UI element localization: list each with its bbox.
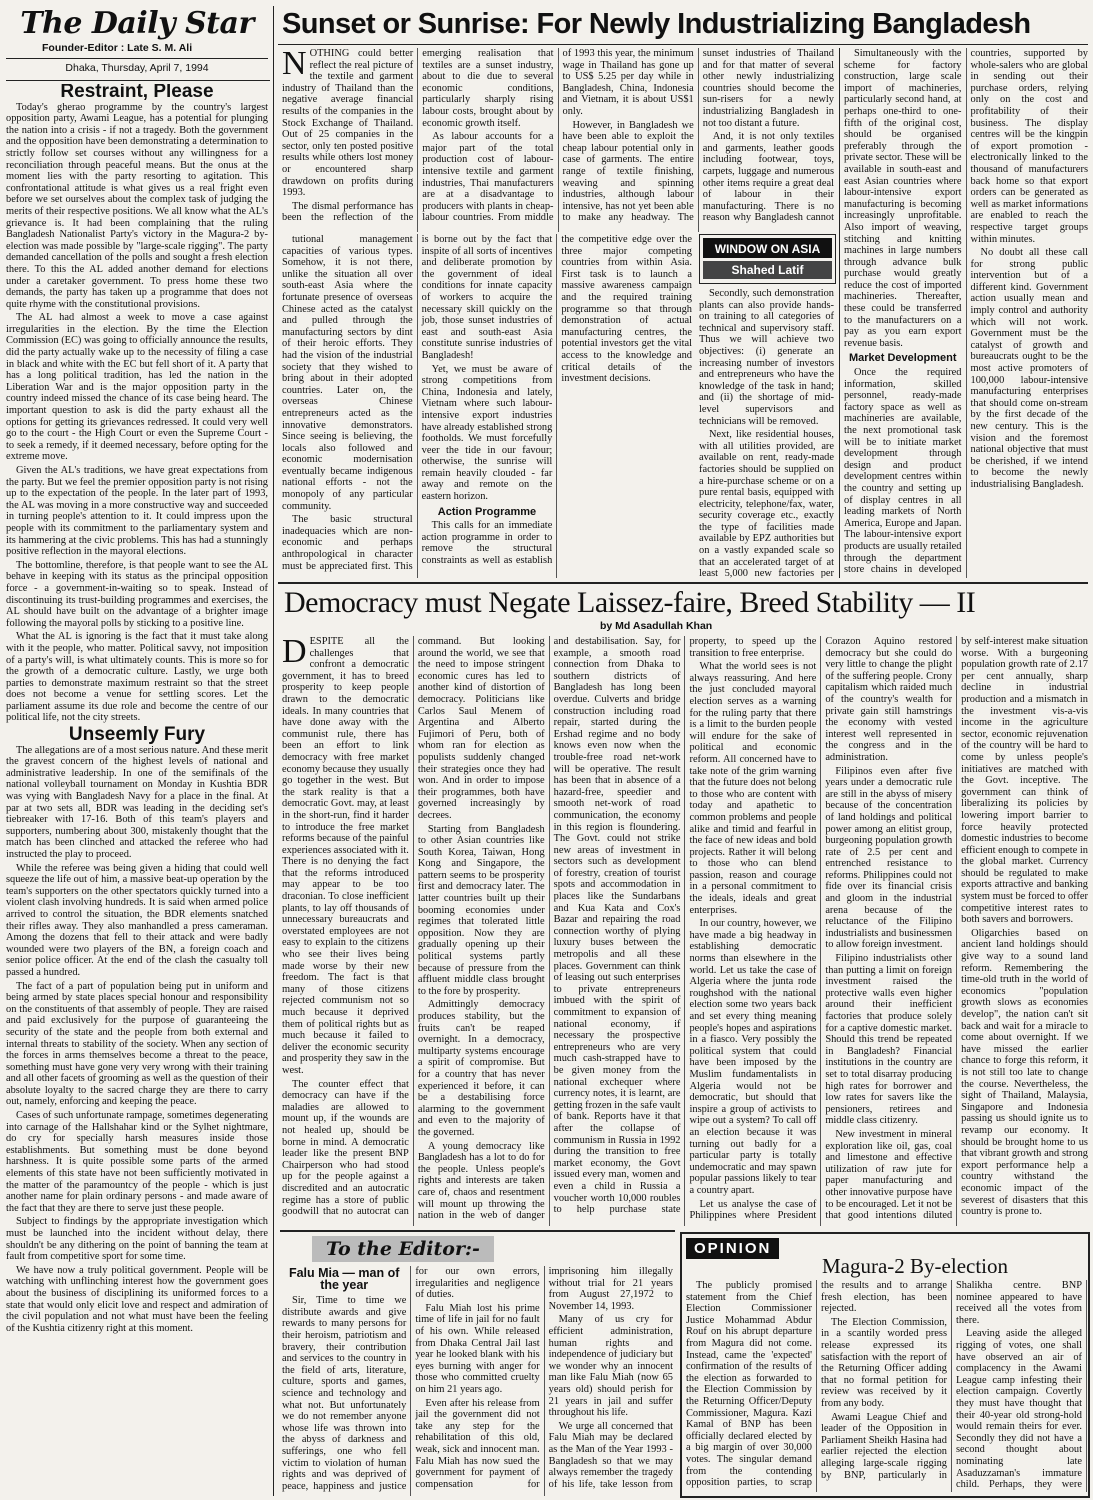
editorial-paragraph: Given the AL's traditions, we have great expectations from the party. But we feel the premier opposition party is not rising up to the expectation of the people. In the later part of 1993, the AL was moving in a more constructive way and succeeded in turning people's attention to it. It could impress upon the people with its commitment to the parliamentary system and its hammering at the civic problems. This has had a stunningly positive reflection in the mayoral elections. <box>6 465 268 558</box>
sunset-paragraph: Simultaneously with the scheme for factory construction, large scale import of machineries, particularly second hand, at perhaps one-third to one-fifth of the original cost, should be organised preferably through the private sector. These will be available in south-east and east Asian countries where labour-intensive export manufacturing is becoming increasingly unprofitable. Also import of weaving, stitching and knitting machines in large numbers through advance bulk purchase would greatly reduce the cost of imported machineries. Thereafter, these could be transferred to the manufacturers on a pay as you earn export revenue basis. <box>844 48 962 349</box>
sunset-column-six <box>699 288 834 578</box>
sunset-right-columns <box>844 48 1088 578</box>
editorial-paragraph: The bottomline, therefore, is that people want to see the AL behave in keeping with its status as the principal opposition force - a government-in-waiting so to speak. Instead of discontinuing its trust-building programmes and exercises, the AL should have built on the advantage of a brighter image following the mayoral polls by sticking to a positive line. <box>6 559 268 629</box>
sunset-upper-columns <box>282 48 834 232</box>
democracy-paragraph: Let us analyse the case of Philippines where President Corazon Aquino restored democracy but she could do very little to change the plight of the suffering people. Crony capitalism which raided much of the country's wealth for private gain still hamstrings the economy with vested interest well represented in the congress and in the administration. <box>689 636 953 1222</box>
democracy-paragraph: The counter effect that democracy can have if the maladies are allowed to mount up, if the wounds are not healed up, should be borne in mind. A democratic leader like the present BNP Chairperson who had stood up for the people against a discredited and an autocratic regime has a store of public goodwill that no autocrat can command. But looking around the world, we see that the need to impose stringent economic cures has led to another kind of distortion of democracy. Politicians like Carlos Saul Menem of Argentina and Alberto Fujimori of Peru, both of whom ran for election as populists suddenly changed their strategies once they had won. And in order to impose their programmes, both have governed increasingly by decrees. <box>282 636 545 1218</box>
sunset-paragraph: As labour accounts for a major part of the total production cost of labour-intensive textile and garment industries, Thai manufacturers are at a disadvantage to producers with plants in cheap-labour countries. From middle of 1993 this year, the minimum wage in Thailand has gone up to US$ 5.25 per day while in Bangladesh, China, Indonesia and Vietnam, it is about US$1 only. <box>422 48 694 224</box>
letters-banner: To the Editor:- <box>312 1236 494 1262</box>
editorial-heading-restraint: Restraint, Please <box>60 84 214 102</box>
editorial-paragraph: The AL had almost a week to move a case against irregularities in the election. By the time the Election Commission (EC) was going to officially announce the results, did the party actually wake up to the necessity of filing a case in black and white with the EC but fell short of it. A party that has a long political tradition, has led the nation in the Liberation War and is the major opposition party in the country indeed missed the chance of its case being heard. The important question to ask is did the party exhaust all the options for getting its grievances redressed. It could very well go to the court - the High Court or even the Supreme Court - to seek a remedy, if it deemed necessary, before opting for the extreme move. <box>6 312 268 463</box>
editorial-paragraph: The allegations are of a most serious nature. And these merit the gravest concern of the highest levels of national and administrative leadership. In one of the semifinals of the national volleyball tournament on Monday in Kushtia BDR was vying with Bangladesh Navy for a place in the final. At par at two sets all, BDR was leading in the deciding set's tiebreaker with 17-16. Both of this team's players and supporters, numbering about 300, mistakenly thought that the match has been clinched and attacked the referee who had instructed the play to proceed. <box>6 744 268 860</box>
masthead-title: The Daily Star <box>20 6 254 41</box>
opinion-paragraph: Awami League Chief and leader of the Opposition in Parliament Sheikh Hasina had earlier rejected the election alleging large-scale rigging by BNP, particularly in Shalikha centre. BNP nominee appeared to have received all the votes from there. <box>821 1280 1082 1481</box>
democracy-paragraph: New investment in mineral exploration like oil, gas, coal and limestone and effective utilization of raw jute for paper manufacturing and other innovative purpose have to be encouraged. Let it not be that good intentions diluted by self-interest make situation worse. With a burgeoning population growth rate of 2.17 per cent annually, sharp decline in industrial production and a mismatch in the investment vis-a-vis income in the agriculture sector, economic rejuvenation of the country will be hard to come by unless people's initiatives are matched with the Govt. inceptive. The government can think of liberalizing its policies by lowering import barrier to force heavily protected domestic industries to become efficient enough to compete in the global market. Currency should be regulated to make exports attractive and banking system must be forced to offer competitive interest rates to both savers and borrowers. <box>825 636 1088 1222</box>
editorial-paragraph: Cases of such unfortunate rampage, sometimes degenerating into carnage of the Hallshahar kind or the Sylhet nightmare, do cry for specially harsh measures inside those establishments. But something must be done beyond harshness. It is quite possible some parts of the armed elements of this state have not been sufficiently motivated in the matter of the paramountcy of the people - which is just another name for plain ordinary persons - and made aware of the fact that they are there to serve just these people. <box>6 1110 268 1214</box>
sunset-paragraph: No doubt all these call for strong public intervention but of a different kind. Government action usually mean and imply control and authority which will not work. Government must be the catalyst of growth and bureaucrats ought to be the most active promoters of 100,000 labour-intensive manufacturing enterprises that should come on-stream by the first decade of the new century. This is the vision and the foremost national objective that must be cherished, if we intend to become the newly industrialising Bangladesh. <box>970 247 1088 490</box>
democracy-paragraph-text: ESPITE all the challenges that confront a democratic government, it has to breed prosperity to keep people drawn to the democratic ideals. In many countries that have done away with the communist rule, there has been an effort to link democracy with free market economy because they usually go together in the west. But the stark reality is that a democratic Govt. may, at least in the short-run, find it harder to introduce the free market reforms because of the painful experiences associated with it. There is no denying the fact that the reforms introduced may appear to be too draconian. To close inefficient plants, to lay off thousands of unnecessary bureaucrats and overstated employees are not easy to explain to the citizens who see their lives being made worse by their new freedom. The fact is that many of those citizens rejected communism not so much because it deprived them of political rights but as much because it failed to deliver the economic security and prosperity they saw in the west. <box>282 636 409 1076</box>
democracy-byline: by Md Asadullah Khan <box>600 620 713 632</box>
democracy-paragraph: Filipinos even after five years under a democratic rule are still in the abyss of misery because of the concentration of land holdings and political power among an elitist group, burgeoning population growth rate of 2.5 per cent and entrenched resistance to reforms. Philippines could not fide over its financial crisis and gloom in the industrial arena because of the reluctance of the Filipino industrialists and businessmen to allow foreign investment. <box>825 765 953 951</box>
democracy-paragraph: Starting from Bangladesh to other Asian countries like South Korea, Taiwan, Hong Kong and Singapore, the pattern seems to be prosperity first and democracy later. The latter countries built up their booming economies under regimes that tolerated little opposition. Now they are gradually opening up their political systems partly because of pressure from the affluent middle class brought to the fore by prosperity. <box>417 823 545 997</box>
editorial-paragraph: The fact of a part of population being put in uniform and being armed by state places special honour and responsibility on the constituents of that assembly of people. They are raised and paid exclusively for the purpose of guaranteeing the security of the state and the people from both external and internal threats to stability of the society. When any section of the forces in arms themselves become a threat to the peace, something must have gone very very wrong with their training and all other facets of grooming as well as the question of their absolute loyalty to the sacred charge they are there to carry out, namely, enforcing and keeping the peace. <box>6 980 268 1108</box>
opinion-paragraph: The publicly promised statement from the Chief Election Commissioner Justice Mohammad Abdur Rouf on his abrupt departure from Magura did not come. Instead, came the 'expected' confirmation of the results of the election as forwarded to the Election Commission by the Returning Officer/Deputy Commissioner, Magura. Kazi Kamal of BNP has been officially declared elected by a big margin of over 30,000 votes. The singular demand from the contending opposition parties, to scrap the results and to arrange fresh election, has been rejected. <box>686 1280 947 1489</box>
democracy-paragraph: Admittingly democracy produces stability, but the fruits can't be reaped overnight. In a democracy, multiparty systems encourage a spirit of compromise. But for a country that has never experienced it before, it can be a destabilising force alarming to the government and even to the majority of the governed. <box>417 999 545 1138</box>
letter-title-falu: Falu Mia — man of the year <box>288 1266 400 1292</box>
sunset-paragraph: The basic structural inadequacies which are non-economic and perhaps anthropological in character must be appreciated first. This is borne out by the fact that inspite of all sorts of incentives and deliberate promotion by the government of ideal conditions for innate capacity of workers to acquire the necessary skill quickly on the job, those sunset industries of east and south-east Asia constitute sunrise industries of Bangladesh! <box>282 234 553 572</box>
democracy-paragraph: A young democracy like Bangladesh has a lot to do for the people. Unless people's rights and interests are taken care of, chaos and resentment will mount up throwing the nation in the web of danger and destabilisation. Say, for example, a smooth road connection from Dhaka to southern districts of Bangladesh has long been overdue. Culverts and bridge construction including road repair, started during the Ershad regime and no body knows even now when the trouble-free road net-work will be operative. The result has been that in absence of a hazard-free, speedier and smooth net-work of road communication, the economy in this region is floundering. The Govt. could not strike new areas of investment in sectors such as development of forestry, creation of tourist spots and accommodation in places like the Sundarbans and Kua Kata and Cox's Bazar and repairing the road connection worthy of plying luxury buses between the metropolis and all these places. Government can think of leasing out such enterprises to private entrepreneurs imbued with the spirit of commitment to expansion of national economy, if necessary the prospective entrepreneurs who are very much cash-strapped have to be given money from the national exchequer where currency notes, it is learnt, are getting frozen in the safe vault of bank. Reports have it that after the collapse of communism in Russia in 1992 during the transition to free market economy, the Govt issued every man, women and even a child in Russia a voucher worth 10,000 roubles to help purchase state property, to speed up the transition to free enterprise. <box>417 636 817 1222</box>
sunset-subhead-market: Market Development <box>848 352 957 365</box>
opinion-columns <box>686 1280 1082 1492</box>
letter-paragraph: Many of us cry for efficient administration, human rights and independence of judiciary but we wonder why an innocent man like Falu Miah (now 65 years old) should perish for 21 years in jail and suffer throughout his life. <box>548 1314 673 1419</box>
masthead-dateline: Dhaka, Thursday, April 7, 1994 <box>65 62 209 74</box>
democracy-headline: Democracy must Negate Laissez-faire, Breed Stability — II <box>284 586 976 619</box>
masthead-founder: Founder-Editor : Late S. M. Ali <box>42 42 193 54</box>
sunset-paragraph: The dismal performance has been the reflection of the emerging realisation that textiles are a sunset industry, about to die due to several economic conditions, particularly sharply rising labour costs, brought about by economic growth itself. <box>282 48 554 224</box>
masthead <box>6 6 268 80</box>
letters-section <box>280 1230 675 1498</box>
letter-paragraph: Falu Miah lost his prime time of life in jail for no fault of his own. While released from Dhaka Central Jail last year he looked blank with his eyes burning with anger for those who committed cruelty on him 21 years ago. <box>415 1302 540 1395</box>
democracy-paragraph: Filipino industrialists other than putting a limit on foreign investment raised the protective walls even higher around their inefficient factories that produce solely for a captive domestic market. Should this trend be repeated in Bangladesh? Financial institutions in the country are set to total disarray producing high rates for borrower and low rates for savers like the pensioners, retirees and middle class citizenry. <box>825 953 953 1127</box>
sunset-paragraph: tutional management capacities of various types. Somehow, it is not there, unlike the situation all over south-east Asia where the fortunate presence of overseas Chinese acted as the catalyst and pulled through the manufacturing sectors by dint of their heroic efforts. They had the vision of the industrial society that they wished to bring about in their adopted countries. Later on, the overseas Chinese entrepreneurs acted as the innovative demonstrators. Since seeing is believing, the locals also followed and economic modernisation eventually became indigenous national efforts - not the monopoly of any particular community. <box>282 234 413 512</box>
letter-paragraph: Even after his release from jail the government did not take any step for the rehabilitation of this old, weak, sick and innocent man. Falu Miah has now sued the government for payment of compensation for imprisoning him illegally without trial for 21 years from August 27,1972 to November 14, 1993. <box>415 1266 673 1490</box>
democracy-paragraph: Oligarchies based on ancient land holdings should give way to a sound land reform. Remembering the time-old truth in the world of economics "population growth slows as economies develop", the nation can't sit back and wait for a miracle to come about overnight. If we have missed the earlier chance to forge this reform, it is not still too late to change the course. Nevertheless, the sight of Thailand, Malaysia, Singapore and Indonesia passing us should ignite us to revamp our economy. It should be brought home to us that vibrant growth and strong export performance help a country withstand the economic impact of the severest of disasters that this country is prone to. <box>961 927 1088 1218</box>
editorial-column <box>6 84 268 1496</box>
opinion-paragraph: The Election Commission, in a scantily worded press release expressed its satisfaction with the report of the Returning Officer adding that no formal petition for review was received by it from any body. <box>821 1316 947 1409</box>
democracy-paragraph: In our country, however, we have made a big headway in establishing democratic norms than elsewhere in the world. Let us take the case of Algeria where the junta rode roughshod with the national election some two years back and set every thing meaning people's hopes and aspirations in a fiasco. Very possibly the political system that could have been imposed by the Muslim fundamentalists in Algeria would not be democratic, but should that inspire a group of activists to wipe out a system? To call off an election because it was turning out badly for a particular party is totally undemocratic and may spawn popular passions likely to tear a country apart. <box>689 918 817 1196</box>
sunset-paragraph: Yet, we must be aware of strong competitions from China, Indonesia and lately, Vietnam where such labour-intensive export industries have already established strong footholds. We must forcefully veer the tide in our favour; otherwise, the sunrise will remain heavily clouded - far away and remote on the eastern horizon. <box>421 363 553 503</box>
letter-paragraph: Sir, Time to time we distribute awards and give rewards to many persons for their heroism, patriotism and bravery, their contribution and services to the country in the field of arts, literature, culture, sports and games, science and technology and what not. But unfortunately we do not remember anyone whose life was thrown into the abyss of darkness and sufferings, one who fell victim to violation of human rights and was deprived of peace, happiness and justice for our own errors, irregularities and negligence of duties. <box>282 1266 540 1492</box>
sunset-paragraph: Secondly, such demonstration plants can also provide hands-on training to all categories of technical and supervisory staff. Thus we will achieve two objectives: (i) generate an increasing number of investors and entrepreneurs who have the knowledge of the task in hand; and (ii) the shortage of mid-level supervisors and technicians will be removed. <box>699 288 834 427</box>
letters-columns <box>282 1266 673 1496</box>
sunset-paragraph: However, in Bangladesh we have been able to exploit the cheap labour potential only in case of garments. The entire range of textile finishing, weaving and spinning industries, although labour intensive, has not yet been able to make any headway. The sunset industries of Thailand and for that matter of several other newly industrializing countries should become the sun-risers for a newly industrializing Bangladesh in not too distant a future. <box>562 48 834 224</box>
editorial-paragraph: Subject to findings by the appropriate investigation which must be launched into the incident without delay, there shouldn't be any dithering on the point of banning the team at fault from competitive sport for some time. <box>6 1216 268 1263</box>
opinion-tag: OPINION <box>686 1238 779 1259</box>
democracy-columns <box>282 636 1088 1226</box>
opinion-headline: Magura-2 By-election <box>822 1254 1009 1278</box>
editorial-heading-unseemly: Unseemly Fury <box>68 724 206 746</box>
sunset-paragraph-text: OTHING could better reflect the real picture of the textile and garment industry of Thailand than the negative average financial results of the companies in the Stock Exchange of Thailand. Out of 25 companies in the sector, only ten posted positive results while others lost money or encountered sharp drawdown on profits during 1993. <box>282 48 414 199</box>
sunset-subhead-action: Action Programme <box>437 505 537 518</box>
sunset-lower-columns <box>282 234 692 578</box>
editorial-paragraph: Today's gherao programme by the country's largest opposition party, Awami League, has a potential for plunging the nation into a crisis - if not a tragedy. Both the government and the opposition have been demonstrating a determination to strictly follow set courses without any willingness for a reconciliation through peaceful means. But the onus at the moment lies with the party resorting to agitation. This confrontational attitude is what gives us a real fright even before we set ourselves about the complex task of judging the merits of their respective positions. We all know what the AL's grievance is. It had been complaining that the ruling Bangladesh Nationalist Party's victory in the Magura-2 by-election was made possible by "large-scale rigging". The party demanded cancellation of the polls and sought a fresh election there. To this the AL added another demand for elections under a caretaker government. To press home these two demands, the party has taken up a programme that does not quite rhyme with the constitutional provisions. <box>6 101 268 310</box>
window-on-asia-title: WINDOW ON ASIA <box>703 238 832 258</box>
editorial-paragraph: We have now a truly political government. People will be watching with unflinching interest how the government goes about the business of disciplining its uniformed forces to a state that would only elicit love and respect and admiration of the civil population and not what must have been the feeling of the Kushtia citizenry right at this moment. <box>6 1264 268 1334</box>
sunset-headline: Sunset or Sunrise: For Newly Industrializing Bangladesh <box>282 8 1031 40</box>
editorial-paragraph: While the referee was being given a hiding that could well squeeze the life out of him, a massive beat-up operation by the team's supporters on the other spectators quickly turned into a violent clash involving hundreds. It is said when armed police arrived to control the situation, the BDR elements snatched their rifles away. They also manhandled a press cameraman. Among the dozens that fell to their attack and were badly wounded were two players of the BN, a foreign coach and senior police officer. At the end of the clash the casualty toll passed a hundred. <box>6 862 268 978</box>
democracy-paragraph: DESPITE all the challenges that confront a democratic government, it has to breed prosperity to keep people drawn to the democratic ideals. In many countries that have done away with the communist rule, there has been an effort to link democracy with free market economy because they usually go together in the west. But the stark reality is that a democratic Govt. may, at least in the short-run, find it harder to introduce the free market reforms because of the painful experiences associated with it. There is no denying the fact that the reforms introduced may appear to be too draconian. To close inefficient plants, to lay off thousands of unnecessary bureaucrats and overstated employees are not easy to explain to the citizens who see their lives being made worse by their new freedom. The fact is that many of those citizens rejected communism not so much because it deprived them of political rights but as much because it failed to deliver the economic security and prosperity they saw in the west. <box>282 636 409 1076</box>
editorial-paragraph: What the AL is ignoring is the fact that it must take along with it the people, who matter. Political savvy, not imposition of a party's will, is what ultimately counts. This is more so for the growth of a democratic culture. Lastly, we urge both parties to demonstrate maximum restraint so that the street does not become a venue for settling scores. Let the parliament assume its due role and become the centre of our political life, not the city streets. <box>6 631 268 724</box>
sunset-paragraph: Next, like residential houses, with all utilities provided, are available on rent, ready-made factories should be supplied on a hire-purchase scheme or on a pure rental basis, equipped with electricity, telephone/fax, water, security coverage etc., exactly the type of facilities made available by EPZ authorities but on a vastly expanded scale so that an accelerated target of at least 5,000 new factories per <box>699 429 834 578</box>
window-on-asia-box <box>699 234 836 284</box>
letter-paragraph: We urge all concerned that Falu Miah may be declared as the Man of the Year 1993 - Bangladesh so that we may always remember the tragedy of his life, take lesson from <box>548 1420 673 1490</box>
sunset-paragraph: And, it is not only textiles and garments, leather goods including footwear, toys, carpets, luggage and numerous other items require a great deal of labour in their manufacturing. There is no reason why Bangladesh cannot <box>702 131 834 224</box>
opinion-paragraph: Leaving aside the alleged rigging of votes, one shall have observed an air of complacency in the Awami League camp infesting their election campaign. Covertly they must have thought that their 40-year old strong-hold would remain theirs for ever. Secondly they did not have a second thought about nominating late Asaduzzaman's immature child. Perhaps, they were <box>956 1328 1082 1491</box>
democracy-paragraph: What the world sees is not always reassuring. And here the just concluded mayoral election serves as a warning for the ruling party that there is a limit to the burden people will endure for the sake of political and economic reform. All concerned have to take note of the grim warning that the future does not belong to those who are content with today and apathetic to common problems and people alike and timid and fearful in the face of new ideas and bold projects. Rather it will belong to those who can blend passion, reason and courage in a personal commitment to the ideals, ideals and great enterprises. <box>689 661 817 916</box>
sunset-paragraph: This calls for an immediate action programme in order to remove the structural constraints as well as establish the competitive edge over the three major competing countries from within Asia. First task is to launch a massive awareness campaign and the required training programme so that through demonstration of actual manufacturing centres, the potential investors get the vital access to the knowledge and critical details of the investment decisions. <box>421 234 692 567</box>
sunset-paragraph: Once the required information, skilled personnel, ready-made factory space as well as machineries are available, the next promotional task will be to initiate market development through design and product development centres within the country and setting up of display centres in all leading markets of North America, Europe and Japan. The labour-intensive export products are usually retailed through the department store chains in developed countries, supported by whole-salers who are global in sending out their purchase orders, relying only on the cost and profitability of their business. The display centres will be the kingpin of export promotion - electronically linked to the thousand of manufacturers back home so that export orders can be generated as well as market informations are enabled to reach the respective target groups within minutes. <box>844 48 1088 576</box>
opinion-box <box>680 1232 1090 1498</box>
window-on-asia-author: Shahed Latif <box>703 261 832 279</box>
sunset-paragraph: NOTHING could better reflect the real picture of the textile and garment industry of Thailand than the negative average financial results of the companies in the Stock Exchange of Thailand. Out of 25 companies in the sector, only ten posted positive results while others lost money or encountered sharp drawdown on profits during 1993. <box>282 48 414 199</box>
